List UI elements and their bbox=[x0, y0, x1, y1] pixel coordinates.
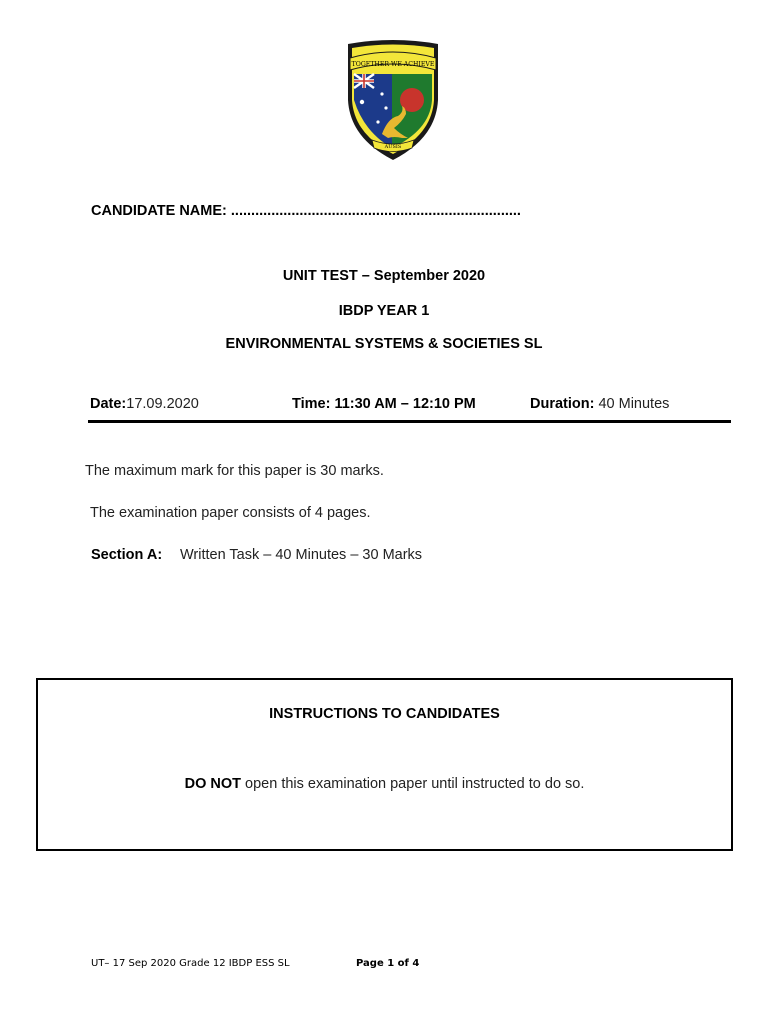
crest-motto: TOGETHER WE ACHIEVE bbox=[351, 61, 435, 68]
candidate-name-label: CANDIDATE NAME: bbox=[91, 203, 227, 219]
test-title: UNIT TEST – September 2020 bbox=[282, 268, 486, 284]
candidate-name-dots: ........................................................................ bbox=[230, 203, 521, 219]
section-a-line bbox=[91, 547, 422, 563]
footer-page-number: Page 1 of 4 bbox=[356, 958, 420, 969]
subject-title: ENVIRONMENTAL SYSTEMS & SOCIETIES SL bbox=[225, 336, 543, 352]
max-mark-text: The maximum mark for this paper is 30 marks. bbox=[85, 463, 384, 479]
crest-name: AUSIS bbox=[384, 144, 402, 150]
instructions-text bbox=[38, 776, 731, 792]
duration-value: 40 Minutes bbox=[598, 396, 670, 412]
exam-duration bbox=[530, 396, 669, 412]
footer-exam-reference: UT– 17 Sep 2020 Grade 12 IBDP ESS SL bbox=[91, 958, 290, 969]
header-divider bbox=[88, 420, 731, 423]
candidate-name-line bbox=[91, 203, 521, 219]
school-crest-logo bbox=[342, 38, 444, 162]
duration-label: Duration: bbox=[530, 396, 595, 412]
instructions-box bbox=[36, 678, 733, 851]
date-label: Date: bbox=[90, 396, 127, 412]
date-value: 17.09.2020 bbox=[126, 396, 199, 412]
instructions-body: open this examination paper until instructed to do so. bbox=[241, 776, 585, 792]
programme-year: IBDP YEAR 1 bbox=[338, 303, 430, 319]
exam-date bbox=[90, 396, 199, 412]
section-a-label: Section A: bbox=[91, 547, 163, 563]
page-count-text: The examination paper consists of 4 pages. bbox=[90, 505, 371, 521]
section-a-text: Written Task – 40 Minutes – 30 Marks bbox=[180, 547, 423, 563]
instructions-title: INSTRUCTIONS TO CANDIDATES bbox=[269, 706, 500, 722]
instructions-emphasis: DO NOT bbox=[184, 776, 241, 792]
exam-time: Time: 11:30 AM – 12:10 PM bbox=[292, 396, 476, 412]
